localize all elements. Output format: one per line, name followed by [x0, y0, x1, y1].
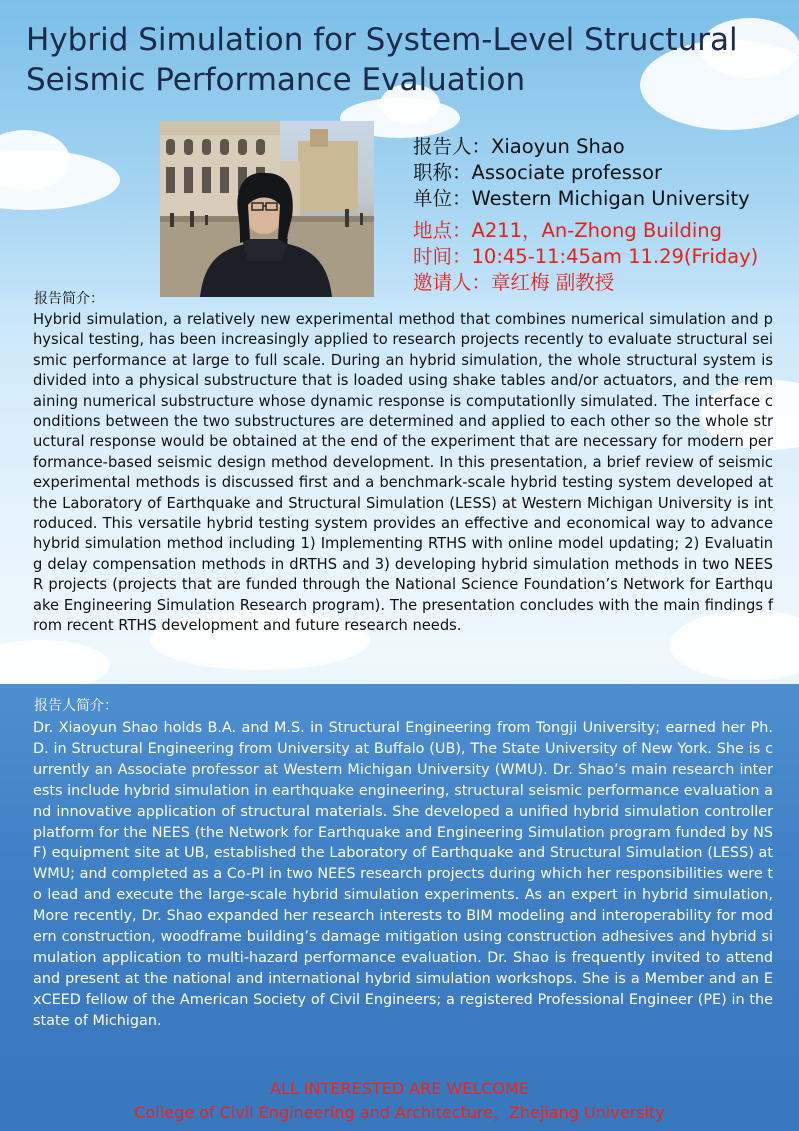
welcome-footer: ALL INTERESTED ARE WELCOME	[270, 1079, 529, 1098]
speaker-info	[413, 134, 793, 296]
bio-heading: 报告人简介：	[34, 698, 118, 714]
page-title: Hybrid Simulation for System-Level Structural Seismic Performance Evaluation	[26, 22, 738, 98]
speaker-name: 报告人：Xiaoyun Shao	[413, 135, 625, 158]
event-inviter: 邀请人：章红梅 副教授	[413, 271, 615, 294]
abstract-text: Hybrid simulation, a relatively new experimental method that combines numerical simulation and physical testing, has been increasingly applied to research projects recently to evaluate structural seismic performance at large to full scale. During an hybrid simulation, the whole structural system is divided into a physical substructure that is loaded using shake tables and/or actuators, and the remaining numerical substructure whose dynamic response is computationlly simulated. The interface conditions between the two substructures are determined and applied to each other so the whole structural response would be obtained at the end of the experiment that are necessary for modern performance-based seismic design method development. In this presentation, a brief review of seismic experimental methods is discussed first and a benchmark-scale hybrid testing system developed at the Laboratory of Earthquake and Structural Simulation (LESS) at Western Michigan University is introduced. This versatile hybrid testing system provides an effective and economical way to advance hybrid simulation method including 1) Implementing RTHS with online model updating; 2) Evaluating delay compensation methods in dRTHS and 3) developing hybrid simulation methods in two NEESR projects (projects that are funded through the National Science Foundation’s Network for Earthquake Engineering Simulation Research program). The presentation concludes with the main findings from recent RTHS development and future research needs.	[33, 311, 773, 635]
abstract-heading: 报告简介：	[34, 291, 104, 307]
speaker-position: 职称：Associate professor	[413, 161, 663, 184]
speaker-photo	[160, 121, 374, 297]
college-footer: College of Civil Engineering and Architecture，Zhejiang University	[134, 1103, 665, 1122]
event-location: 地点：A211，An-Zhong Building	[413, 219, 722, 242]
event-time: 时间：10:45-11:45am 11.29(Friday)	[413, 245, 759, 268]
speaker-photo-illustration	[160, 121, 374, 297]
speaker-affiliation: 单位：Western Michigan University	[413, 187, 750, 210]
bio-text: Dr. Xiaoyun Shao holds B.A. and M.S. in Structural Engineering from Tongji University; earned her Ph.D. in Structural Engineering from University at Buffalo (UB), The State University of New York. She is currently an Associate professor at Western Michigan University (WMU). Dr. Shao’s main research interests include hybrid simulation in earthquake engineering, structural seismic performance evaluation and innovative application of structural materials. She developed a unified hybrid simulation controller platform for the NEES (the Network for Earthquake and Engineering Simulation program funded by NSF) equipment site at UB, established the Laboratory of Earthquake and Structural Simulation (LESS) at WMU; and completed as a Co-PI in two NEES research projects during which her responsibilities were to lead and execute the large-scale hybrid simulation experiments. As an expert in hybrid simulation, More recently, Dr. Shao expanded her research interests to BIM modeling and interoperability for modern construction, woodframe building’s damage mitigation using construction adhesives and hybrid simulation application to multi-hazard performance evaluation. Dr. Shao is frequently invited to attend and present at the national and international hybrid simulation workshops. She is a Member and an ExCEED fellow of the American Society of Civil Engineers; a registered Professional Engineer (PE) in the state of Michigan.	[33, 720, 773, 1029]
